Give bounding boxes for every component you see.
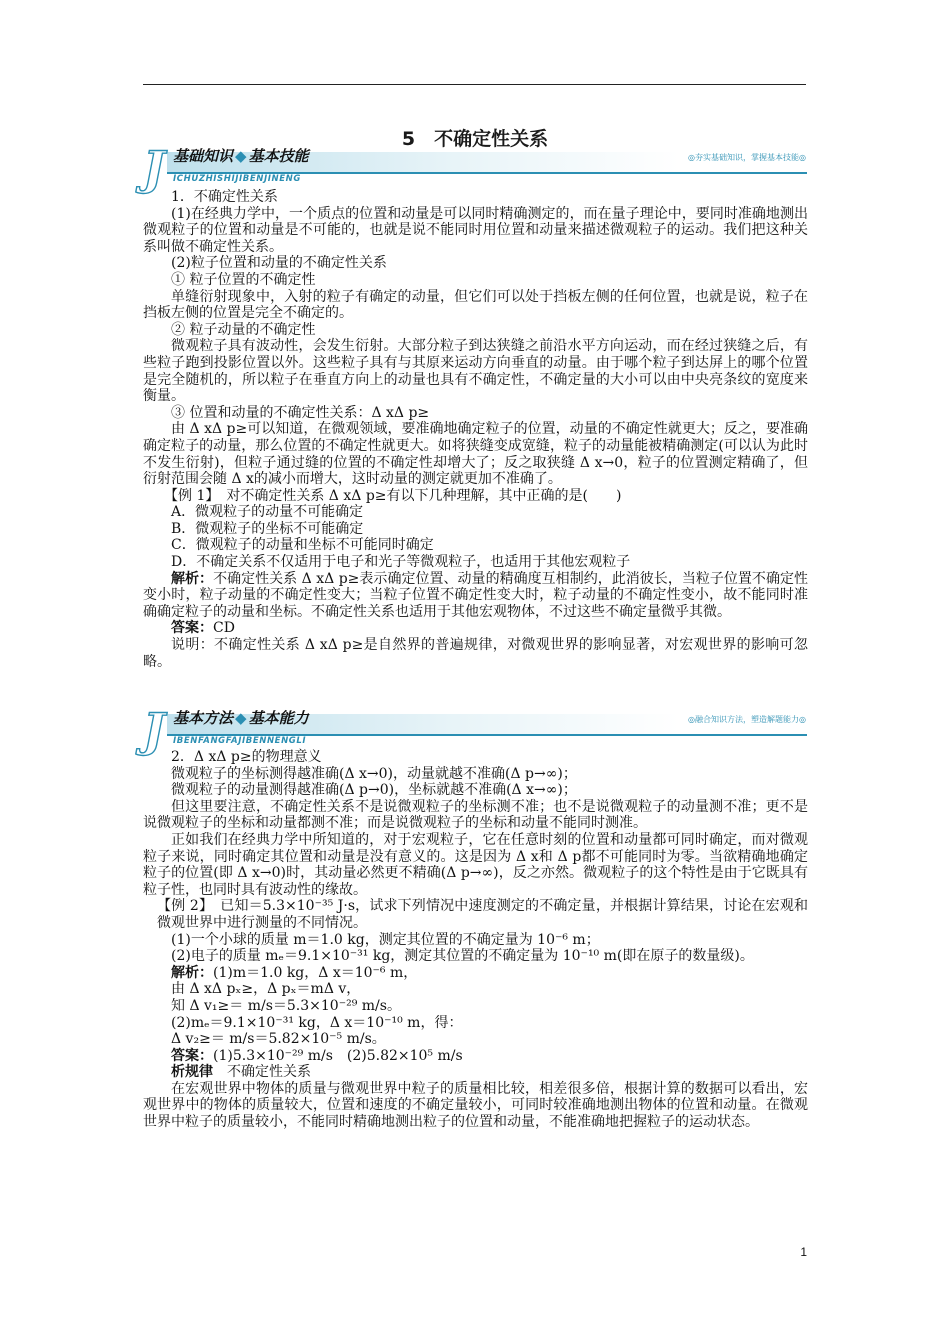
example-2-answer (143, 1048, 808, 1065)
banner-separator-icon: ◆ (235, 147, 247, 165)
page-title: 5 不确定性关系 (401, 128, 549, 150)
analysis-label: 解析： (171, 570, 214, 587)
paragraph: 微观粒子的动量测得越准确(Δ p→0)，坐标就越不准确(Δ x→∞)； (171, 782, 577, 799)
banner-separator-icon: ◆ (235, 709, 247, 727)
answer-label: 答案： (171, 1047, 213, 1064)
banner-heading-a: 基本方法 (173, 709, 234, 727)
paragraph: 正如我们在经典力学中所知道的，对于宏观粒子，它在任意时刻的位置和动量都可同时确定，而对微观粒子来说，同时确定其位置和动量是没有意义的。这是因为 Δ x和 Δ p都不可能同时为零。当欲精确地确定粒子的位置(即 Δ x→0)时，其动量必然更不精确(Δ p→∞)，反之亦然。微观粒子的这个特性是由于它既具有粒子性，也同时具有波动性的缘故。 (143, 831, 808, 898)
rule-title: 不确定性关系 (213, 1064, 311, 1081)
option-b: B．微观粒子的坐标不可能确定 (171, 520, 364, 537)
paragraph: 但这里要注意，不确定性关系不是说微观粒子的坐标测不准；也不是说微观粒子的动量测不准；更不是说微观粒子的坐标和动量都测不准；而是说微观粒子的坐标和动量不能同时测准。 (143, 798, 808, 832)
paragraph: ③ 位置和动量的不确定性关系：Δ xΔ p≥ (171, 404, 430, 421)
banner-heading (173, 708, 309, 728)
analysis-text: 不确定性关系 Δ xΔ p≥表示确定位置、动量的精确度互相制约，此消彼长，当粒子位置不确定性变小时，粒子动量的不确定性变大；当粒子位置不确定性变大时，粒子动量的不确定性变小，故不能同时准确确定粒子的动量和坐标。不确定性关系也适用于其他宏观物体，不过这些不确定量微乎其微。 (143, 570, 808, 620)
example-2-q2: (2)电子的质量 mₑ＝9.1×10⁻³¹ kg，测定其位置的不确定量为 10⁻¹⁰ m(即在原子的数量级)。 (171, 948, 754, 965)
answer-text: (1)5.3×10⁻²⁹ m/s (2)5.82×10⁵ m/s (213, 1047, 463, 1064)
banner-letter-j: J (143, 703, 165, 757)
banner-heading-b: 基本能力 (248, 709, 309, 727)
analysis-label: 解析： (171, 964, 213, 981)
banner-heading (173, 146, 309, 166)
section-2 (143, 749, 808, 1131)
option-a: A．微观粒子的动量不可能确定 (171, 504, 364, 521)
paragraph: (2)粒子位置和动量的不确定性关系 (171, 255, 387, 272)
example-1-analysis (143, 571, 808, 621)
banner-letter-j: J (143, 141, 165, 195)
analysis-step: 知 Δ v₁≥＝ m/s＝5.3×10⁻²⁹ m/s。 (171, 997, 401, 1014)
example-1-note: 说明：不确定性关系 Δ xΔ p≥是自然界的普遍规律，对微观世界的影响显著，对宏观世界的影响可忽略。 (143, 637, 808, 670)
example-2-stem: 【例 2】 已知＝5.3×10⁻³⁵ J·s，试求下列情况中速度测定的不确定量，并根据计算结果，讨论在宏观和微观世界中进行测量的不同情况。 (157, 898, 808, 931)
section-1 (143, 189, 808, 670)
banner-slogan: ◎夯实基础知识，掌握基本技能◎ (688, 153, 806, 162)
paragraph: (1)在经典力学中，一个质点的位置和动量是可以同时精确测定的，而在量子理论中，要同时准确地测出微观粒子的位置和动量是不可能的，也就是说不能同时用位置和动量来描述微观粒子的运动。我们把这种关系叫做不确定性关系。 (143, 205, 808, 255)
paragraph: 1．不确定性关系 (171, 189, 278, 205)
rule-heading (143, 1064, 808, 1081)
section-banner-basic-knowledge (143, 141, 808, 195)
example-1-answer (143, 620, 808, 637)
rule-text: 在宏观世界中物体的质量与微观世界中粒子的质量相比较，相差很多倍，根据计算的数据可以看出，宏观世界中的物体的质量较大，位置和速度的不确定量较小，可同时较准确地测出物体的位置和动量。在微观世界中粒子的质量较小，不能同时精确地测出粒子的位置和动量，不能准确地把握粒子的运动状态。 (143, 1080, 808, 1131)
banner-pinyin: IBENFANGFAJIBENNENGLI (173, 736, 307, 746)
example-2-q1: (1)一个小球的质量 m＝1.0 kg，测定其位置的不确定量为 10⁻⁶ m； (171, 931, 600, 948)
page-number: 1 (800, 1245, 807, 1259)
analysis-step: Δ v₂≥＝ m/s＝5.82×10⁻⁵ m/s。 (171, 1031, 386, 1048)
paragraph: 微观粒子的坐标测得越准确(Δ x→0)，动量就越不准确(Δ p→∞)； (171, 765, 577, 782)
paragraph: 微观粒子具有波动性，会发生衍射。大部分粒子到达狭缝之前沿水平方向运动，而在经过狭缝之后，有些粒子跑到投影位置以外。这些粒子具有与其原来运动方向垂直的动量。由于哪个粒子到达屏上的哪个位置是完全随机的，所以粒子在垂直方向上的动量也具有不确定性，不确定量的大小可以由中央亮条纹的宽度来衡量。 (143, 338, 808, 405)
rule-label: 析规律 (171, 1064, 213, 1081)
answer-text: CD (213, 620, 235, 637)
option-c: C．微观粒子的动量和坐标不可能同时确定 (171, 537, 434, 554)
example-2-analysis (143, 965, 808, 982)
analysis-step: (1)m＝1.0 kg，Δ x＝10⁻⁶ m， (213, 964, 418, 981)
analysis-step: 由 Δ xΔ pₓ≥，Δ pₓ＝mΔ v， (171, 981, 361, 998)
banner-heading-b: 基本技能 (248, 147, 309, 165)
banner-pinyin: ICHUZHISHIJIBENJINENG (173, 174, 301, 184)
analysis-step: (2)mₑ＝9.1×10⁻³¹ kg，Δ x＝10⁻¹⁰ m，得： (171, 1014, 463, 1031)
header-rule (143, 84, 806, 85)
paragraph: 由 Δ xΔ p≥可以知道，在微观领域，要准确地确定粒子的位置，动量的不确定性就更大；反之，要准确确定粒子的动量，那么位置的不确定性就更大。如将狭缝变成宽缝，粒子的动量能被精确测定(可以认为此时不发生衍射)，但粒子通过缝的位置的不确定性却增大了；反之取狭缝 Δ x→0，粒子的位置测定精确了，但衍射范围会随 Δ x的减小而增大，这时动量的测定就更加不准确了。 (143, 421, 808, 488)
paragraph: ① 粒子位置的不确定性 (171, 271, 316, 288)
banner-slogan: ◎融合知识方法，塑造解题能力◎ (688, 715, 806, 724)
example-1-stem: 【例 1】 对不确定性关系 Δ xΔ p≥有以下几种理解，其中正确的是( ) (164, 487, 622, 504)
paragraph: ② 粒子动量的不确定性 (171, 321, 316, 338)
option-d: D．不确定关系不仅适用于电子和光子等微观粒子，也适用于其他宏观粒子 (171, 554, 631, 571)
banner-heading-a: 基础知识 (173, 147, 234, 165)
answer-label: 答案： (171, 620, 213, 637)
paragraph: 单缝衍射现象中，入射的粒子有确定的动量，但它们可以处于挡板左侧的任何位置，也就是说，粒子在挡板左侧的位置是完全不确定的。 (143, 288, 808, 322)
paragraph: 2．Δ xΔ p≥的物理意义 (171, 749, 322, 765)
